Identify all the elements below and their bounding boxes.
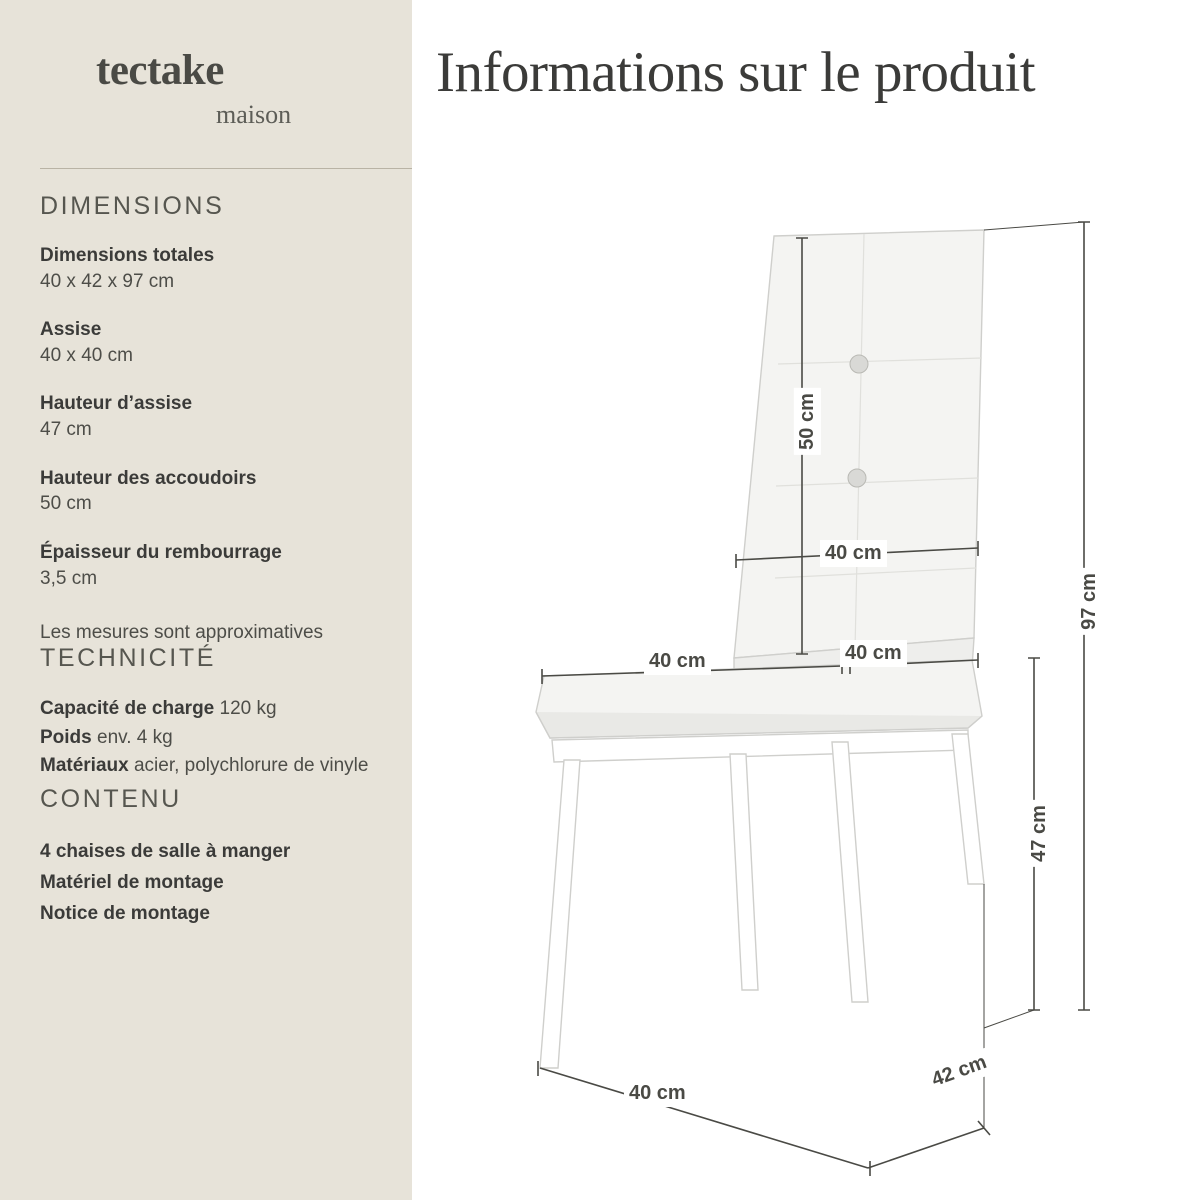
sidebar-content bbox=[40, 192, 390, 930]
tech-label: Poids bbox=[40, 726, 92, 748]
section-heading-dimensions: DIMENSIONS bbox=[40, 192, 225, 220]
tech-item bbox=[40, 752, 390, 781]
tech-list bbox=[40, 695, 390, 781]
spec-value: 40 x 40 cm bbox=[40, 344, 133, 366]
chair-leg-rear-left bbox=[832, 742, 868, 1002]
dimline-base-depth bbox=[868, 1128, 984, 1168]
product-diagram bbox=[412, 168, 1200, 1200]
content-item: 4 chaises de salle à manger bbox=[40, 840, 291, 862]
spec-item bbox=[40, 466, 390, 518]
dimension-label-backrest-width: 40 cm bbox=[820, 540, 887, 567]
dimension-label-seat-height: 47 cm bbox=[1026, 800, 1053, 867]
tech-label: Matériaux bbox=[40, 755, 129, 777]
sidebar bbox=[0, 0, 412, 1200]
spec-label: Hauteur d’assise bbox=[40, 393, 193, 415]
dimension-label-seat-front: 40 cm bbox=[644, 648, 711, 675]
tech-item bbox=[40, 724, 390, 753]
content-item: Notice de montage bbox=[40, 903, 210, 925]
section-heading-technicite: TECHNICITÉ bbox=[40, 644, 216, 673]
spec-item bbox=[40, 391, 390, 443]
spec-item bbox=[40, 317, 390, 369]
tech-value: env. 4 kg bbox=[97, 726, 173, 748]
spec-item bbox=[40, 243, 390, 295]
dimension-label-base-width: 40 cm bbox=[624, 1080, 691, 1107]
tech-label: Capacité de charge bbox=[40, 698, 215, 720]
spec-item bbox=[40, 540, 390, 592]
tech-item bbox=[40, 695, 390, 724]
crystal-button bbox=[850, 355, 868, 373]
spec-value: 50 cm bbox=[40, 493, 92, 515]
dimline-base-width bbox=[540, 1068, 868, 1168]
spec-label: Dimensions totales bbox=[40, 245, 215, 266]
page-title: Informations sur le produit bbox=[436, 41, 1036, 104]
dimension-label-backrest-height: 50 cm bbox=[794, 388, 821, 455]
brand-block bbox=[0, 0, 412, 168]
dimension-label-total-height: 97 cm bbox=[1076, 568, 1103, 635]
crystal-button bbox=[848, 469, 866, 487]
brand-subtitle: maison bbox=[216, 100, 292, 129]
spec-label: Épaisseur du rembourrage bbox=[40, 541, 282, 563]
spec-value: 40 x 42 x 97 cm bbox=[40, 270, 175, 292]
chair-leg-front-right bbox=[730, 754, 758, 990]
brand-name: tectake bbox=[96, 47, 224, 94]
measurement-note: Les mesures sont approximatives bbox=[40, 622, 324, 644]
spec-value: 3,5 cm bbox=[40, 567, 98, 589]
dimension-label-seat-depth: 40 cm bbox=[840, 640, 907, 667]
divider bbox=[40, 168, 412, 169]
tech-value: 120 kg bbox=[219, 698, 277, 720]
tech-value: acier, polychlorure de vinyle bbox=[133, 755, 369, 777]
spec-label: Assise bbox=[40, 319, 102, 341]
spec-label: Hauteur des accoudoirs bbox=[40, 467, 257, 489]
chair-leg-rear-right bbox=[952, 734, 984, 884]
section-heading-contenu: CONTENU bbox=[40, 784, 182, 813]
content-item: Matériel de montage bbox=[40, 872, 224, 894]
chair-illustration bbox=[412, 168, 1200, 1200]
chair-leg-front-left bbox=[540, 760, 580, 1068]
dimension-label-base-depth: 42 cm bbox=[923, 1047, 995, 1095]
spec-value: 47 cm bbox=[40, 419, 92, 441]
